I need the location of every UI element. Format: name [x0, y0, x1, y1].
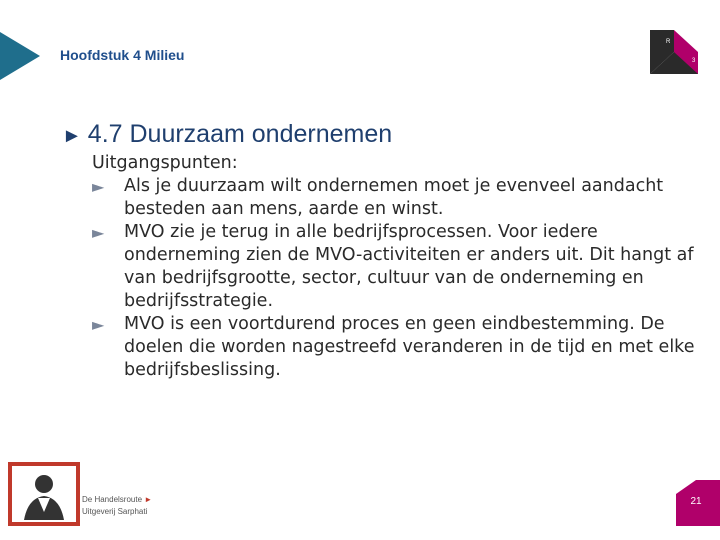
intro-text: Uitgangspunten: — [92, 153, 238, 173]
bullet-text: Als je duurzaam wilt ondernemen moet je evenveel aandacht besteden aan mens, aarde en winst. — [124, 176, 664, 219]
publisher-line-2: Uitgeverij Sarphati — [82, 507, 148, 516]
chapter-title: Hoofdstuk 4 Milieu — [60, 47, 185, 63]
badge-top-text: R — [666, 39, 671, 45]
title-arrow-icon: ► — [62, 125, 82, 147]
bullet-arrow-icon: ► — [92, 223, 105, 242]
corner-triangle — [0, 32, 40, 80]
publisher-arrow-icon: ► — [142, 495, 153, 504]
publisher-text — [82, 494, 152, 518]
page-number: 21 — [690, 496, 702, 507]
slide-title: 4.7 Duurzaam ondernemen — [87, 120, 393, 148]
bullet-item — [92, 313, 702, 382]
bullet-text: MVO is een voortdurend proces en geen eindbestemming. De doelen die worden nagestreefd veranderen in de tijd en met elke bedrijfsbeslissing. — [124, 314, 695, 380]
slide-content — [92, 152, 702, 382]
bullet-list — [92, 175, 702, 382]
page-number-badge — [676, 480, 720, 526]
chapter-badge — [650, 30, 698, 74]
publisher-line-1: De Handelsroute ► — [82, 495, 153, 504]
slide-title-row — [62, 120, 392, 149]
bullet-item — [92, 221, 702, 313]
bullet-arrow-icon: ► — [92, 177, 105, 196]
bullet-arrow-icon: ► — [92, 315, 105, 334]
badge-bottom-text: 3 — [692, 58, 696, 64]
bullet-item — [92, 175, 702, 221]
publisher-logo — [8, 462, 80, 526]
bullet-text: MVO zie je terug in alle bedrijfsprocessen. Voor iedere onderneming zien de MVO-activiteiten er anders uit. Dit hangt af van bedrijfsgrootte, sector, cultuur van de onderneming en bedrijfsstrategie. — [124, 222, 694, 311]
